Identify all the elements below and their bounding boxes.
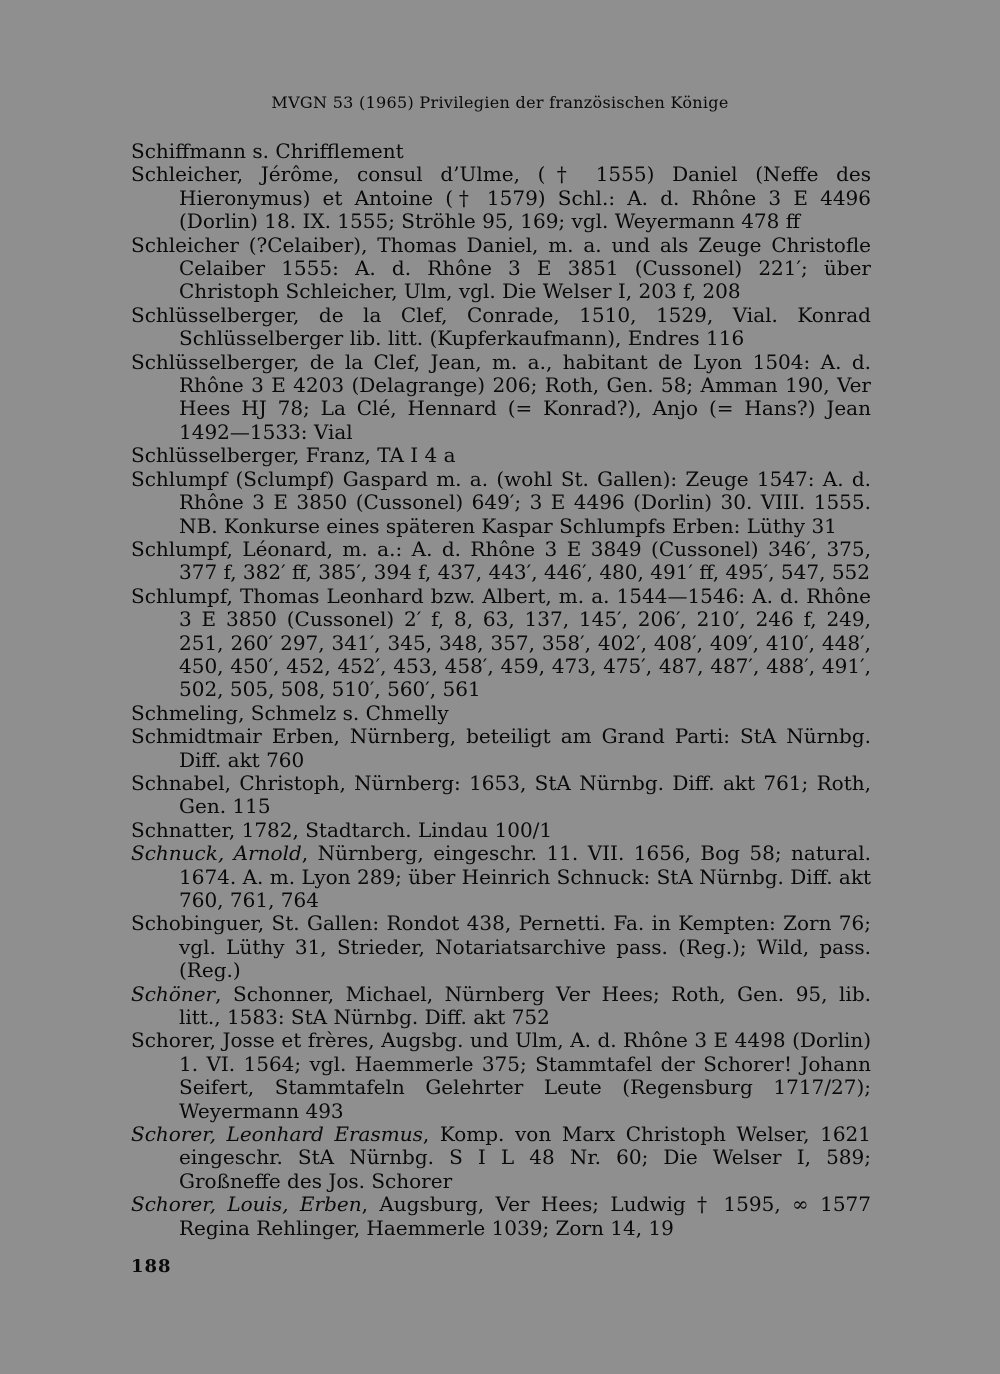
- entry-lead: Schlüsselberger: [131, 302, 294, 327]
- entry-text: , Thomas Leonhard bzw. Albert, m. a. 1544—1546: A. d. Rhône 3 E 3850 (Cussonel) 2′ f, 8, 63, 137, 145′, 206′, 210′, 246 f, 249, 251, 260′ 297, 341′, 345, 348, 357, 358′, 402′, 408′, 409′, 410′, 448′, 450, 450′, 452, 452′, 453, 458′, 459, 473, 475′, 487, 487′, 488′, 491′, 502, 505, 508, 510′, 560′, 561: [179, 583, 871, 702]
- entry-text: , 1782, Stadtarch. Lindau 100/1: [228, 817, 553, 842]
- entry-text: , Léonard, m. a.: A. d. Rhône 3 E 3849 (Cussonel) 346′, 375, 377 f, 382′ ff, 385′, 394 f, 437, 443′, 446′, 480, 491′ ff, 495′, 547, 552: [179, 536, 871, 585]
- running-head: MVGN 53 (1965) Privilegien der französischen Könige: [271, 93, 729, 112]
- register-entry: [131, 702, 871, 725]
- register-entry: [131, 1123, 871, 1193]
- entry-text: (Sclumpf) Gaspard m. a. (wohl St. Gallen): Zeuge 1547: A. d. Rhône 3 E 3850 (Cussonel) 649′; 3 E 4496 (Dorlin) 30. VIII. 1555. NB. Konkurse eines späteren Kaspar Schlumpfs Erben: Lüthy 31: [179, 466, 871, 538]
- entry-text: (?Celaiber), Thomas Daniel, m. a. und als Zeuge Christofle Celaiber 1555: A. d. Rhône 3 E 3851 (Cussonel) 221′; über Christoph Schleicher, Ulm, vgl. Die Welser I, 203 f, 208: [179, 232, 871, 304]
- register-entry: [131, 1029, 871, 1123]
- entry-lead: Schiffmann: [131, 139, 247, 163]
- register-entry: [131, 538, 871, 585]
- entry-text: Erben, Nürnberg, beteiligt am Grand Parti: StA Nürnbg. Diff. akt 760: [179, 724, 871, 772]
- entry-text: , Augsburg, Ver Hees; Ludwig † 1595, ∞ 1577 Regina Rehlinger, Haemmerle 1039; Zorn 14, 19: [179, 1192, 871, 1240]
- entry-lead: Schmeling: [131, 700, 239, 725]
- page-number: 188: [131, 1256, 172, 1277]
- entry-lead: Schlüsselberger: [131, 443, 294, 468]
- entry-lead: Schnuck, Arnold: [131, 841, 302, 866]
- entry-lead: Schobinguer: [131, 911, 258, 936]
- register-entry: [131, 725, 871, 772]
- entry-lead: Schorer, Leonhard Erasmus: [131, 1122, 423, 1147]
- register-entry: [131, 585, 871, 702]
- register-entry: [131, 444, 871, 467]
- register-entry: [131, 912, 871, 982]
- register-entry: [131, 1193, 871, 1240]
- entry-text: , de la Clef, Conrade, 1510, 1529, Vial. Konrad Schlüsselberger lib. litt. (Kupferkaufmann), Endres 116: [179, 302, 871, 351]
- entry-lead: Schlüsselberger: [131, 349, 294, 374]
- entry-lead: Schöner: [131, 981, 216, 1006]
- entry-text: , Christoph, Nürnberg: 1653, StA Nürnbg. Diff. akt 761; Roth, Gen. 115: [179, 770, 871, 819]
- entry-lead: Schorer, Louis, Erben: [131, 1192, 362, 1217]
- entry-lead: Schmidtmair: [131, 724, 262, 749]
- entry-lead: Schlumpf: [131, 536, 227, 561]
- entry-text: , Komp. von Marx Christoph Welser, 1621 eingeschr. StA Nürnbg. S I L 48 Nr. 60; Die Welser I, 589; Großneffe des Jos. Schorer: [179, 1122, 871, 1193]
- entry-lead: Schleicher: [131, 232, 239, 257]
- register-entries: [131, 140, 871, 1240]
- register-entry: [131, 983, 871, 1030]
- entry-lead: Schnabel: [131, 770, 225, 795]
- entry-text: , consul d’Ulme, († 1555) Daniel (Neffe des Hieronymus) et Antoine († 1579) Schl.: A. d. Rhône 3 E 4496 (Dorlin) 18. IX. 1555; Ströhle 95, 169; vgl. Weyermann 478 ff: [179, 162, 871, 234]
- entry-lead: Schleicher, Jérôme: [131, 162, 333, 187]
- register-entry: [131, 140, 871, 163]
- register-entry: [131, 163, 871, 233]
- register-entry: [131, 819, 871, 842]
- entry-lead: Schorer: [131, 1028, 210, 1053]
- entry-text: , Josse et frères, Augsbg. und Ulm, A. d. Rhône 3 E 4498 (Dorlin) 1. VI. 1564; vgl. Haemmerle 375; Stammtafel der Schorer! Johann Seifert, Stammtafeln Gelehrter Leute (Regensburg 1717/27); Weyermann 493: [179, 1028, 871, 1123]
- entry-text: , Schonner, Michael, Nürnberg Ver Hees; Roth, Gen. 95, lib. litt., 1583: StA Nürnbg. Diff. akt 752: [179, 981, 871, 1030]
- register-entry: [131, 468, 871, 538]
- entry-text: , St. Gallen: Rondot 438, Pernetti. Fa. in Kempten: Zorn 76; vgl. Lüthy 31, Strieder, Notariatsarchive pass. (Reg.); Wild, pass. (Reg.): [179, 911, 871, 983]
- entry-lead: Schnatter: [131, 817, 229, 842]
- register-entry: [131, 842, 871, 912]
- entry-text: , Schmelz s. Chmelly: [238, 700, 449, 725]
- entry-lead: Schlumpf: [131, 583, 227, 608]
- entry-text: , de la Clef, Jean, m. a., habitant de Lyon 1504: A. d. Rhône 3 E 4203 (Delagrange) 206; Roth, Gen. 58; Amman 190, Ver Hees HJ 78; La Clé, Hennard (= Konrad?), Anjo (= Hans?) Jean 1492—1533: Vial: [179, 349, 871, 444]
- register-entry: [131, 304, 871, 351]
- register-entry: [131, 351, 871, 445]
- entry-text: s. Chrifflement: [246, 139, 404, 163]
- entry-text: , Nürnberg, eingeschr. 11. VII. 1656, Bog 58; natural. 1674. A. m. Lyon 289; über Heinrich Schnuck: StA Nürnbg. Diff. akt 760, 761, 764: [179, 841, 871, 912]
- register-entry: [131, 772, 871, 819]
- entry-lead: Schlumpf: [131, 466, 228, 491]
- register-entry: [131, 234, 871, 304]
- entry-text: , Franz, TA I 4 a: [293, 443, 456, 468]
